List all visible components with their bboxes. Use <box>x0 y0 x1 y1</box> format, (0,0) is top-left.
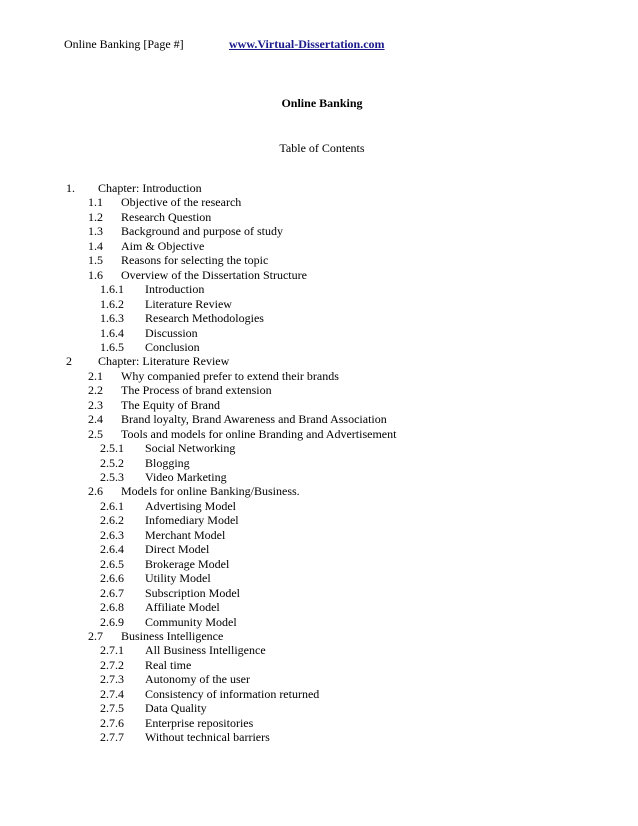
toc-entry-label: Conclusion <box>145 339 200 354</box>
toc-entry-label: Overview of the Dissertation Structure <box>121 267 307 282</box>
toc-entry-label: Literature Review <box>145 296 232 311</box>
toc-entry-number: 2.1 <box>88 368 103 383</box>
toc-entry-label: Subscription Model <box>145 585 240 600</box>
toc-entry-number: 2.6.4 <box>100 542 124 557</box>
toc-entry-number: 2.5.3 <box>100 470 124 484</box>
toc-entry-label: Utility Model <box>145 571 211 586</box>
toc-entry-label: Introduction <box>145 282 205 297</box>
toc-entry-number: 1.4 <box>88 238 103 253</box>
toc-entry-label: Brand loyalty, Brand Awareness and Brand Association <box>121 412 387 427</box>
toc-entry-number: 2.6.2 <box>100 513 124 528</box>
toc-entry-number: 2.6.1 <box>100 498 124 513</box>
toc-entry-number: 1.1 <box>88 195 103 210</box>
document-title: Online Banking <box>281 96 363 110</box>
toc-entry-label: Video Marketing <box>145 470 227 484</box>
toc-entry-label: Chapter: Introduction <box>98 181 202 195</box>
toc-entry-number: 2.7.2 <box>100 657 124 672</box>
toc-entry-number: 1.3 <box>88 224 103 239</box>
toc-entry-number: 2.6.5 <box>100 556 124 571</box>
toc-entry-number: 2.7.7 <box>100 730 124 745</box>
header-page-label: Online Banking [Page #] <box>64 37 184 51</box>
toc-entry-label: Infomediary Model <box>145 513 239 528</box>
toc-entry-label: Consistency of information returned <box>145 686 320 701</box>
toc-entry-label: Direct Model <box>145 542 210 557</box>
toc-entry-number: 2.7.6 <box>100 715 124 730</box>
toc-entry-label: Research Methodologies <box>145 311 264 326</box>
toc-entry-label: Reasons for selecting the topic <box>121 253 269 268</box>
toc-entry-label: Enterprise repositories <box>145 715 254 730</box>
toc-entry-label: Affiliate Model <box>145 600 220 615</box>
toc-entry-number: 2.6.9 <box>100 614 124 629</box>
toc-entry-number: 2.5.1 <box>100 441 124 456</box>
toc-entry-label: Community Model <box>145 614 237 629</box>
toc-entry-number: 2.4 <box>88 412 103 427</box>
toc-entry-number: 2.5.2 <box>100 455 124 470</box>
toc-entry-label: Chapter: Literature Review <box>98 354 230 369</box>
toc-entry-number: 1.2 <box>88 209 103 224</box>
toc-entry-number: 1.6.4 <box>100 325 124 340</box>
toc-entry-number: 2.6 <box>88 484 103 499</box>
toc-entry-number: 2.7.5 <box>100 701 124 716</box>
toc-heading: Table of Contents <box>279 141 365 155</box>
header-website-link[interactable]: www.Virtual-Dissertation.com <box>229 37 385 51</box>
toc-entry-number: 2.6.3 <box>100 527 124 542</box>
toc-entry-number: 1.6.5 <box>100 339 124 354</box>
toc-entry-label: The Equity of Brand <box>121 397 220 412</box>
toc-entry-number: 1. <box>66 181 75 195</box>
toc-entry-label: Brokerage Model <box>145 556 230 571</box>
toc-entry-label: Objective of the research <box>121 195 242 210</box>
toc-entry-label: Aim & Objective <box>121 238 205 253</box>
toc-entry-number: 2.7.1 <box>100 643 124 658</box>
toc-entry-label: Data Quality <box>145 701 207 716</box>
toc-entry-number: 2.7 <box>88 628 103 643</box>
toc-entry-label: Without technical barriers <box>145 730 270 745</box>
toc-entry-number: 1.6.1 <box>100 282 124 297</box>
toc-entry-label: Research Question <box>121 209 212 224</box>
toc-entry-label: Business Intelligence <box>121 628 224 643</box>
toc-entry-number: 2.3 <box>88 397 103 412</box>
toc-entry-number: 2.2 <box>88 383 103 398</box>
toc-entry-number: 2.6.8 <box>100 600 124 615</box>
toc-entry-label: Discussion <box>145 325 198 340</box>
toc-entry-number: 1.6.2 <box>100 296 124 311</box>
toc-entry-number: 2.7.3 <box>100 672 124 687</box>
toc-entry-label: Autonomy of the user <box>145 672 250 687</box>
toc-entry-number: 2.6.7 <box>100 585 124 600</box>
toc-entry-label: Advertising Model <box>145 498 236 513</box>
toc-entry-number: 2 <box>66 354 72 369</box>
toc-entry-label: Models for online Banking/Business. <box>121 484 300 499</box>
toc-entry-number: 2.7.4 <box>100 686 124 701</box>
toc-entry-number: 1.6.3 <box>100 311 124 326</box>
toc-entry-number: 2.5 <box>88 426 103 441</box>
toc-entry-number: 1.5 <box>88 253 103 268</box>
toc-entry-label: Tools and models for online Branding and Advertisement <box>121 426 397 441</box>
toc-entry-number: 2.6.6 <box>100 571 124 586</box>
toc-entry-label: The Process of brand extension <box>121 383 272 398</box>
toc-entry-label: Merchant Model <box>145 527 226 542</box>
toc-entry-label: Blogging <box>145 455 190 470</box>
toc-entry-label: All Business Intelligence <box>145 643 266 658</box>
toc-entry-label: Background and purpose of study <box>121 224 283 239</box>
toc-entry-label: Social Networking <box>145 441 236 456</box>
toc-entry-number: 1.6 <box>88 267 103 282</box>
toc-entry-label: Why companied prefer to extend their brands <box>121 368 339 383</box>
toc-entry-label: Real time <box>145 657 192 672</box>
